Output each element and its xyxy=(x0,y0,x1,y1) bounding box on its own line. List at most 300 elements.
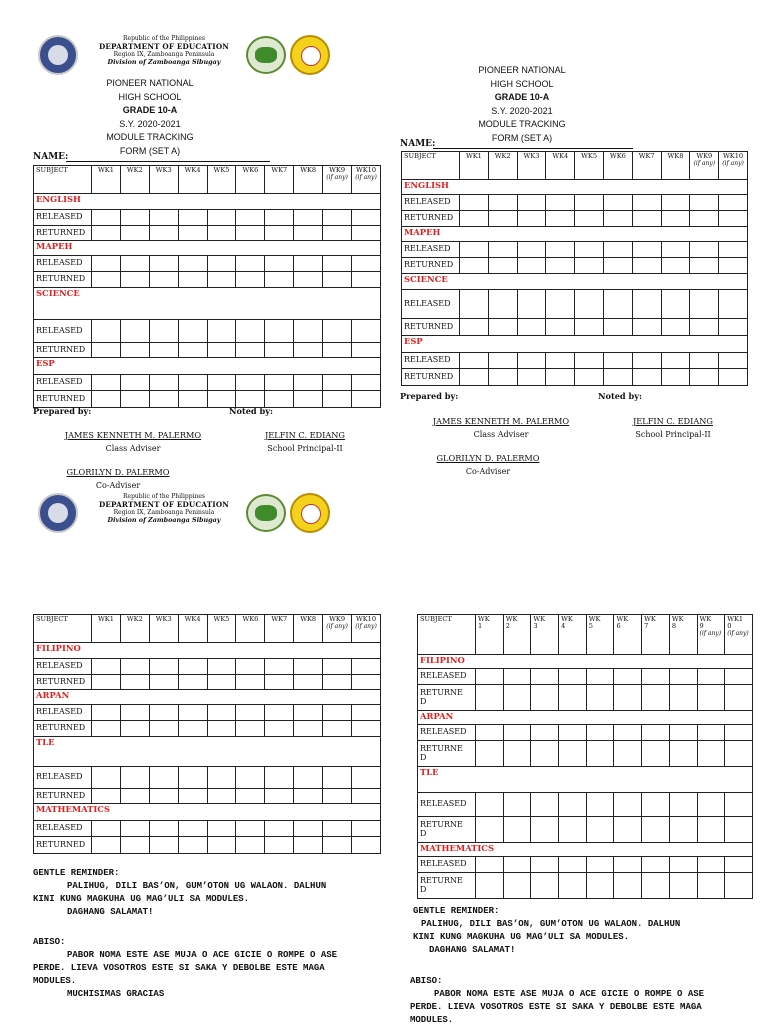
week-cell[interactable] xyxy=(149,256,178,272)
week-cell[interactable] xyxy=(120,272,149,288)
week-cell[interactable] xyxy=(719,195,748,211)
week-cell[interactable] xyxy=(236,675,265,690)
week-cell[interactable] xyxy=(207,272,236,288)
week-cell[interactable] xyxy=(725,725,753,741)
week-cell[interactable] xyxy=(546,258,575,274)
week-cell[interactable] xyxy=(149,789,178,804)
week-cell[interactable] xyxy=(323,721,352,737)
week-cell[interactable] xyxy=(697,857,725,873)
week-cell[interactable] xyxy=(294,789,323,804)
week-cell[interactable] xyxy=(503,793,531,817)
week-cell[interactable] xyxy=(719,369,748,386)
week-cell[interactable] xyxy=(352,705,381,721)
week-cell[interactable] xyxy=(517,353,546,369)
week-cell[interactable] xyxy=(207,391,236,408)
week-cell[interactable] xyxy=(352,821,381,837)
week-cell[interactable] xyxy=(697,685,725,711)
week-cell[interactable] xyxy=(690,242,719,258)
week-cell[interactable] xyxy=(460,369,489,386)
week-cell[interactable] xyxy=(586,857,614,873)
week-cell[interactable] xyxy=(178,320,207,343)
week-cell[interactable] xyxy=(352,210,381,226)
week-cell[interactable] xyxy=(265,226,294,241)
week-cell[interactable] xyxy=(488,242,517,258)
week-cell[interactable] xyxy=(178,256,207,272)
week-cell[interactable] xyxy=(120,320,149,343)
week-cell[interactable] xyxy=(149,721,178,737)
week-cell[interactable] xyxy=(725,793,753,817)
week-cell[interactable] xyxy=(725,669,753,685)
week-cell[interactable] xyxy=(531,857,559,873)
week-cell[interactable] xyxy=(120,767,149,789)
week-cell[interactable] xyxy=(669,793,697,817)
week-cell[interactable] xyxy=(517,319,546,336)
week-cell[interactable] xyxy=(559,873,587,899)
week-cell[interactable] xyxy=(294,226,323,241)
name-field-2[interactable] xyxy=(433,148,633,149)
week-cell[interactable] xyxy=(531,793,559,817)
week-cell[interactable] xyxy=(265,837,294,854)
week-cell[interactable] xyxy=(559,817,587,843)
week-cell[interactable] xyxy=(120,659,149,675)
week-cell[interactable] xyxy=(236,391,265,408)
week-cell[interactable] xyxy=(603,319,632,336)
week-cell[interactable] xyxy=(352,789,381,804)
week-cell[interactable] xyxy=(149,391,178,408)
week-cell[interactable] xyxy=(719,242,748,258)
week-cell[interactable] xyxy=(120,226,149,241)
week-cell[interactable] xyxy=(517,195,546,211)
week-cell[interactable] xyxy=(603,353,632,369)
week-cell[interactable] xyxy=(323,226,352,241)
week-cell[interactable] xyxy=(488,353,517,369)
week-cell[interactable] xyxy=(352,391,381,408)
week-cell[interactable] xyxy=(120,210,149,226)
week-cell[interactable] xyxy=(120,837,149,854)
week-cell[interactable] xyxy=(503,817,531,843)
week-cell[interactable] xyxy=(642,873,670,899)
week-cell[interactable] xyxy=(149,375,178,391)
week-cell[interactable] xyxy=(294,320,323,343)
week-cell[interactable] xyxy=(697,741,725,767)
week-cell[interactable] xyxy=(632,258,661,274)
week-cell[interactable] xyxy=(586,741,614,767)
week-cell[interactable] xyxy=(323,375,352,391)
week-cell[interactable] xyxy=(575,195,604,211)
week-cell[interactable] xyxy=(294,837,323,854)
week-cell[interactable] xyxy=(149,837,178,854)
week-cell[interactable] xyxy=(531,685,559,711)
week-cell[interactable] xyxy=(294,705,323,721)
week-cell[interactable] xyxy=(690,369,719,386)
week-cell[interactable] xyxy=(603,369,632,386)
week-cell[interactable] xyxy=(669,857,697,873)
week-cell[interactable] xyxy=(661,353,690,369)
week-cell[interactable] xyxy=(92,256,121,272)
week-cell[interactable] xyxy=(120,789,149,804)
week-cell[interactable] xyxy=(352,675,381,690)
week-cell[interactable] xyxy=(120,821,149,837)
week-cell[interactable] xyxy=(352,272,381,288)
week-cell[interactable] xyxy=(178,705,207,721)
week-cell[interactable] xyxy=(476,741,504,767)
week-cell[interactable] xyxy=(323,767,352,789)
week-cell[interactable] xyxy=(294,343,323,358)
week-cell[interactable] xyxy=(460,319,489,336)
week-cell[interactable] xyxy=(149,272,178,288)
week-cell[interactable] xyxy=(265,272,294,288)
week-cell[interactable] xyxy=(546,211,575,227)
week-cell[interactable] xyxy=(575,211,604,227)
week-cell[interactable] xyxy=(352,256,381,272)
week-cell[interactable] xyxy=(586,669,614,685)
week-cell[interactable] xyxy=(488,258,517,274)
week-cell[interactable] xyxy=(546,353,575,369)
week-cell[interactable] xyxy=(575,290,604,319)
week-cell[interactable] xyxy=(92,210,121,226)
week-cell[interactable] xyxy=(323,272,352,288)
week-cell[interactable] xyxy=(642,725,670,741)
week-cell[interactable] xyxy=(120,391,149,408)
week-cell[interactable] xyxy=(92,705,121,721)
week-cell[interactable] xyxy=(120,343,149,358)
week-cell[interactable] xyxy=(559,685,587,711)
week-cell[interactable] xyxy=(92,343,121,358)
week-cell[interactable] xyxy=(719,211,748,227)
week-cell[interactable] xyxy=(575,353,604,369)
week-cell[interactable] xyxy=(719,319,748,336)
week-cell[interactable] xyxy=(178,210,207,226)
week-cell[interactable] xyxy=(352,767,381,789)
week-cell[interactable] xyxy=(719,290,748,319)
week-cell[interactable] xyxy=(294,210,323,226)
week-cell[interactable] xyxy=(531,817,559,843)
week-cell[interactable] xyxy=(614,857,642,873)
week-cell[interactable] xyxy=(178,391,207,408)
week-cell[interactable] xyxy=(575,242,604,258)
name-field[interactable] xyxy=(66,161,270,162)
week-cell[interactable] xyxy=(120,705,149,721)
week-cell[interactable] xyxy=(265,767,294,789)
week-cell[interactable] xyxy=(586,685,614,711)
week-cell[interactable] xyxy=(503,857,531,873)
week-cell[interactable] xyxy=(92,675,121,690)
week-cell[interactable] xyxy=(236,659,265,675)
week-cell[interactable] xyxy=(178,375,207,391)
week-cell[interactable] xyxy=(725,817,753,843)
week-cell[interactable] xyxy=(669,725,697,741)
week-cell[interactable] xyxy=(92,821,121,837)
week-cell[interactable] xyxy=(120,721,149,737)
week-cell[interactable] xyxy=(178,821,207,837)
week-cell[interactable] xyxy=(178,272,207,288)
week-cell[interactable] xyxy=(323,821,352,837)
week-cell[interactable] xyxy=(92,272,121,288)
week-cell[interactable] xyxy=(236,343,265,358)
week-cell[interactable] xyxy=(642,817,670,843)
week-cell[interactable] xyxy=(149,226,178,241)
week-cell[interactable] xyxy=(265,789,294,804)
week-cell[interactable] xyxy=(265,256,294,272)
week-cell[interactable] xyxy=(178,226,207,241)
week-cell[interactable] xyxy=(323,256,352,272)
week-cell[interactable] xyxy=(661,369,690,386)
week-cell[interactable] xyxy=(669,873,697,899)
week-cell[interactable] xyxy=(632,211,661,227)
week-cell[interactable] xyxy=(265,705,294,721)
week-cell[interactable] xyxy=(476,817,504,843)
week-cell[interactable] xyxy=(178,659,207,675)
week-cell[interactable] xyxy=(323,705,352,721)
week-cell[interactable] xyxy=(586,793,614,817)
week-cell[interactable] xyxy=(661,242,690,258)
week-cell[interactable] xyxy=(149,675,178,690)
week-cell[interactable] xyxy=(531,725,559,741)
week-cell[interactable] xyxy=(149,821,178,837)
week-cell[interactable] xyxy=(614,741,642,767)
week-cell[interactable] xyxy=(517,242,546,258)
week-cell[interactable] xyxy=(697,793,725,817)
week-cell[interactable] xyxy=(575,258,604,274)
week-cell[interactable] xyxy=(294,256,323,272)
week-cell[interactable] xyxy=(265,659,294,675)
week-cell[interactable] xyxy=(207,837,236,854)
week-cell[interactable] xyxy=(460,242,489,258)
week-cell[interactable] xyxy=(92,767,121,789)
week-cell[interactable] xyxy=(690,290,719,319)
week-cell[interactable] xyxy=(207,789,236,804)
week-cell[interactable] xyxy=(92,226,121,241)
week-cell[interactable] xyxy=(642,741,670,767)
week-cell[interactable] xyxy=(120,675,149,690)
week-cell[interactable] xyxy=(476,669,504,685)
week-cell[interactable] xyxy=(294,391,323,408)
week-cell[interactable] xyxy=(642,793,670,817)
week-cell[interactable] xyxy=(488,369,517,386)
week-cell[interactable] xyxy=(476,793,504,817)
week-cell[interactable] xyxy=(92,789,121,804)
week-cell[interactable] xyxy=(207,343,236,358)
week-cell[interactable] xyxy=(120,256,149,272)
week-cell[interactable] xyxy=(559,725,587,741)
week-cell[interactable] xyxy=(725,873,753,899)
week-cell[interactable] xyxy=(149,767,178,789)
week-cell[interactable] xyxy=(207,675,236,690)
week-cell[interactable] xyxy=(352,375,381,391)
week-cell[interactable] xyxy=(149,210,178,226)
week-cell[interactable] xyxy=(323,675,352,690)
week-cell[interactable] xyxy=(207,320,236,343)
week-cell[interactable] xyxy=(323,659,352,675)
week-cell[interactable] xyxy=(642,857,670,873)
week-cell[interactable] xyxy=(236,705,265,721)
week-cell[interactable] xyxy=(178,343,207,358)
week-cell[interactable] xyxy=(323,320,352,343)
week-cell[interactable] xyxy=(559,741,587,767)
week-cell[interactable] xyxy=(236,272,265,288)
week-cell[interactable] xyxy=(669,741,697,767)
week-cell[interactable] xyxy=(546,369,575,386)
week-cell[interactable] xyxy=(642,685,670,711)
week-cell[interactable] xyxy=(207,659,236,675)
week-cell[interactable] xyxy=(517,369,546,386)
week-cell[interactable] xyxy=(614,873,642,899)
week-cell[interactable] xyxy=(323,391,352,408)
week-cell[interactable] xyxy=(294,659,323,675)
week-cell[interactable] xyxy=(265,375,294,391)
week-cell[interactable] xyxy=(632,353,661,369)
week-cell[interactable] xyxy=(531,741,559,767)
week-cell[interactable] xyxy=(92,391,121,408)
week-cell[interactable] xyxy=(488,195,517,211)
week-cell[interactable] xyxy=(614,725,642,741)
week-cell[interactable] xyxy=(207,256,236,272)
week-cell[interactable] xyxy=(352,721,381,737)
week-cell[interactable] xyxy=(632,290,661,319)
week-cell[interactable] xyxy=(149,320,178,343)
week-cell[interactable] xyxy=(207,705,236,721)
week-cell[interactable] xyxy=(517,258,546,274)
week-cell[interactable] xyxy=(690,211,719,227)
week-cell[interactable] xyxy=(120,375,149,391)
week-cell[interactable] xyxy=(488,211,517,227)
week-cell[interactable] xyxy=(559,669,587,685)
week-cell[interactable] xyxy=(265,320,294,343)
week-cell[interactable] xyxy=(546,290,575,319)
week-cell[interactable] xyxy=(236,226,265,241)
week-cell[interactable] xyxy=(531,669,559,685)
week-cell[interactable] xyxy=(614,685,642,711)
week-cell[interactable] xyxy=(92,837,121,854)
week-cell[interactable] xyxy=(265,343,294,358)
week-cell[interactable] xyxy=(546,319,575,336)
week-cell[interactable] xyxy=(294,821,323,837)
week-cell[interactable] xyxy=(690,195,719,211)
week-cell[interactable] xyxy=(503,741,531,767)
week-cell[interactable] xyxy=(559,857,587,873)
week-cell[interactable] xyxy=(697,817,725,843)
week-cell[interactable] xyxy=(207,821,236,837)
week-cell[interactable] xyxy=(517,211,546,227)
week-cell[interactable] xyxy=(488,319,517,336)
week-cell[interactable] xyxy=(661,195,690,211)
week-cell[interactable] xyxy=(460,258,489,274)
week-cell[interactable] xyxy=(149,705,178,721)
week-cell[interactable] xyxy=(476,857,504,873)
week-cell[interactable] xyxy=(632,319,661,336)
week-cell[interactable] xyxy=(207,721,236,737)
week-cell[interactable] xyxy=(460,195,489,211)
week-cell[interactable] xyxy=(697,725,725,741)
week-cell[interactable] xyxy=(323,343,352,358)
week-cell[interactable] xyxy=(632,195,661,211)
week-cell[interactable] xyxy=(460,211,489,227)
week-cell[interactable] xyxy=(690,319,719,336)
week-cell[interactable] xyxy=(661,211,690,227)
week-cell[interactable] xyxy=(92,659,121,675)
week-cell[interactable] xyxy=(178,721,207,737)
week-cell[interactable] xyxy=(236,320,265,343)
week-cell[interactable] xyxy=(236,210,265,226)
week-cell[interactable] xyxy=(265,675,294,690)
week-cell[interactable] xyxy=(575,369,604,386)
week-cell[interactable] xyxy=(294,721,323,737)
week-cell[interactable] xyxy=(236,821,265,837)
week-cell[interactable] xyxy=(265,821,294,837)
week-cell[interactable] xyxy=(92,375,121,391)
week-cell[interactable] xyxy=(531,873,559,899)
week-cell[interactable] xyxy=(460,290,489,319)
week-cell[interactable] xyxy=(236,256,265,272)
week-cell[interactable] xyxy=(476,873,504,899)
week-cell[interactable] xyxy=(697,669,725,685)
week-cell[interactable] xyxy=(265,391,294,408)
week-cell[interactable] xyxy=(586,725,614,741)
week-cell[interactable] xyxy=(236,375,265,391)
week-cell[interactable] xyxy=(236,721,265,737)
week-cell[interactable] xyxy=(661,258,690,274)
week-cell[interactable] xyxy=(207,767,236,789)
week-cell[interactable] xyxy=(178,789,207,804)
week-cell[interactable] xyxy=(92,721,121,737)
week-cell[interactable] xyxy=(352,837,381,854)
week-cell[interactable] xyxy=(725,685,753,711)
week-cell[interactable] xyxy=(632,242,661,258)
week-cell[interactable] xyxy=(614,793,642,817)
week-cell[interactable] xyxy=(265,721,294,737)
week-cell[interactable] xyxy=(719,258,748,274)
week-cell[interactable] xyxy=(669,685,697,711)
week-cell[interactable] xyxy=(92,320,121,343)
week-cell[interactable] xyxy=(632,369,661,386)
week-cell[interactable] xyxy=(294,272,323,288)
week-cell[interactable] xyxy=(207,226,236,241)
week-cell[interactable] xyxy=(323,210,352,226)
week-cell[interactable] xyxy=(669,817,697,843)
week-cell[interactable] xyxy=(614,669,642,685)
week-cell[interactable] xyxy=(503,669,531,685)
week-cell[interactable] xyxy=(265,210,294,226)
week-cell[interactable] xyxy=(323,789,352,804)
week-cell[interactable] xyxy=(661,319,690,336)
week-cell[interactable] xyxy=(546,195,575,211)
week-cell[interactable] xyxy=(294,375,323,391)
week-cell[interactable] xyxy=(586,873,614,899)
week-cell[interactable] xyxy=(352,226,381,241)
week-cell[interactable] xyxy=(236,837,265,854)
week-cell[interactable] xyxy=(178,767,207,789)
week-cell[interactable] xyxy=(725,741,753,767)
week-cell[interactable] xyxy=(661,290,690,319)
week-cell[interactable] xyxy=(149,659,178,675)
week-cell[interactable] xyxy=(690,353,719,369)
week-cell[interactable] xyxy=(236,767,265,789)
week-cell[interactable] xyxy=(149,343,178,358)
week-cell[interactable] xyxy=(669,669,697,685)
week-cell[interactable] xyxy=(614,817,642,843)
week-cell[interactable] xyxy=(642,669,670,685)
week-cell[interactable] xyxy=(294,675,323,690)
week-cell[interactable] xyxy=(352,320,381,343)
week-cell[interactable] xyxy=(603,242,632,258)
week-cell[interactable] xyxy=(603,211,632,227)
week-cell[interactable] xyxy=(517,290,546,319)
week-cell[interactable] xyxy=(178,675,207,690)
week-cell[interactable] xyxy=(719,353,748,369)
week-cell[interactable] xyxy=(236,789,265,804)
week-cell[interactable] xyxy=(586,817,614,843)
week-cell[interactable] xyxy=(207,210,236,226)
